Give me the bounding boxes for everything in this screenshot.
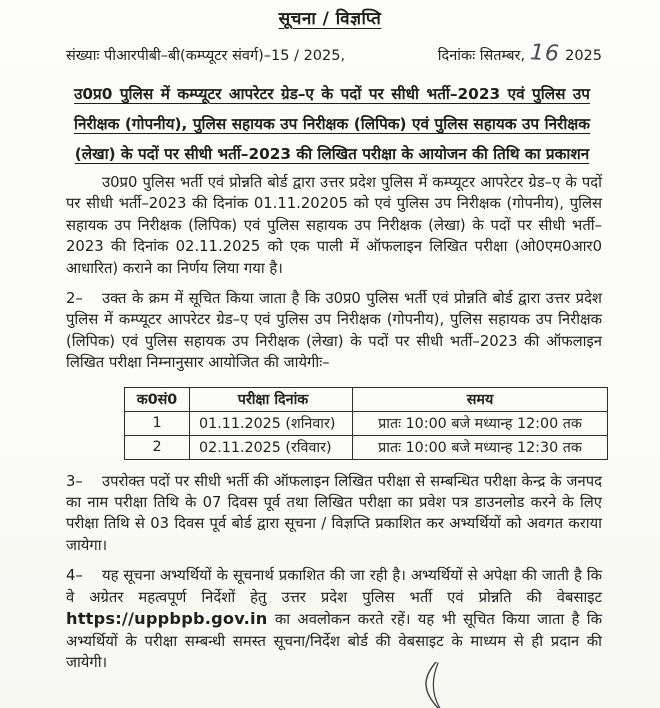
paragraph-4-number: 4– bbox=[66, 567, 83, 585]
notice-heading: उ0प्र0 पुलिस में कम्प्यूटर आपरेटर ग्रेड–ए के पदों पर सीधी भर्ती–2023 एवं पुलिस उप निरीक्षक (गोपनीय), पुलिस सहायक उप निरीक्षक (लिपिक) एवं पुलिस सहायक उप निरीक्षक (लेखा) के पदों पर सीधी भर्ती–2023 की लिखित परीक्षा के आयोजन की तिथि का प्रकाशन bbox=[74, 85, 590, 163]
table-cell-serial: 2 bbox=[125, 435, 190, 459]
paragraph-2-text: उक्त के क्रम में सूचित किया जाता है कि उ0प्र0 पुलिस भर्ती एवं प्रोन्नति बोर्ड द्वारा उत्तर प्रदेश पुलिस में कम्प्यूटर आपरेटर ग्रेड–ए एवं पुलिस उप निरीक्षक (गोपनीय), पुलिस सहायक उप निरीक्षक (लिपिक) एवं पुलिस सहायक उप निरीक्षक (लेखा) के पदों पर सीधी भर्ती–2023 की ऑफलाइन लिखित परीक्षा निम्नानुसार आयोजित की जायेगीः– bbox=[66, 290, 602, 372]
reference-date bbox=[437, 40, 602, 67]
table-row bbox=[125, 411, 608, 435]
exam-schedule-table bbox=[124, 387, 608, 460]
paragraph-1 bbox=[66, 172, 602, 279]
table-cell-exam-date: 01.11.2025 (शनिवार) bbox=[190, 411, 353, 435]
table-header-serial: क0सं0 bbox=[125, 387, 190, 411]
reference-date-prefix: दिनांकः सितम्बर, bbox=[437, 48, 526, 64]
table-header-row bbox=[125, 387, 608, 411]
reference-row bbox=[66, 40, 602, 67]
table-row bbox=[125, 435, 608, 459]
paragraph-1-text: उ0प्र0 पुलिस भर्ती एवं प्रोन्नति बोर्ड द्वारा उत्तर प्रदेश पुलिस में कम्प्यूटर आपरेटर ग्रेड–ए के पदों पर सीधी भर्ती–2023 की दिनांक 01.11.20205 को एवं पुलिस उप निरीक्षक (गोपनीय), पुलिस सहायक उप निरीक्षक (लिपिक) एवं पुलिस सहायक उप निरीक्षक (लेखा) के पदों पर सीधी भर्ती–2023 की दिनांक 02.11.2025 को एक पाली में ऑफलाइन लिखित परीक्षा (ओ0एम0आर0 आधारित) कराने का निर्णय लिया गया है। bbox=[66, 174, 602, 277]
paragraph-2 bbox=[66, 288, 602, 374]
board-website-url: https://uppbpb.gov.in bbox=[66, 609, 268, 629]
document-title-text: सूचना / विज्ञप्ति bbox=[278, 9, 382, 29]
reference-number: संख्याः पीआरपीबी–बी(कम्प्यूटर संवर्ग)–15 / 2025, bbox=[66, 48, 346, 64]
document-title bbox=[0, 0, 660, 29]
paragraph-4-text-before-url: यह सूचना अभ्यर्थियों के सूचनार्थ प्रकाशित की जा रही है। अभ्यर्थियों से अपेक्षा की जाती है कि वे अग्रेतर महत्वपूर्ण निर्देशों हेतु उत्तर प्रदेश पुलिस भर्ती एवं प्रोन्नति की वेबसाइट bbox=[66, 567, 602, 606]
table-cell-serial: 1 bbox=[125, 411, 190, 435]
reference-date-year: 2025 bbox=[565, 48, 602, 64]
table-cell-exam-date: 02.11.2025 (रविवार) bbox=[190, 435, 353, 459]
paragraph-3-text: उपरोक्त पदों पर सीधी भर्ती की ऑफलाइन लिखित परीक्षा से सम्बन्धित परीक्षा केन्द्र के जनपद का नाम परीक्षा तिथि के 07 दिवस पूर्व तथा लिखित परीक्षा का प्रवेश पत्र डाउनलोड करने के लिए परीक्षा तिथि से 03 दिवस पूर्व बोर्ड द्वारा सूचना / विज्ञप्ति प्रकाशित कर अभ्यर्थियों को अवगत कराया जायेगा। bbox=[66, 472, 602, 554]
paragraph-3 bbox=[66, 471, 602, 557]
table-header-time: समय bbox=[353, 387, 608, 411]
paragraph-3-number: 3– bbox=[66, 472, 83, 490]
paragraph-2-number: 2– bbox=[66, 290, 83, 308]
table-cell-time: प्रातः 10:00 बजे मध्यान्ह 12:30 तक bbox=[353, 435, 608, 459]
paragraph-4-text-after-url: का अवलोकन करते रहें। यह भी सूचित किया जाता है कि अभ्यर्थियों के परीक्षा सम्बन्धी समस्त सूचना/निर्देश बोर्ड की वेबसाइट के माध्यम से ही प्रदान की जायेगी। bbox=[66, 611, 602, 671]
handwritten-date-day: 16 bbox=[529, 40, 561, 67]
paragraph-4 bbox=[66, 565, 602, 673]
table-header-exam-date: परीक्षा दिनांक bbox=[190, 387, 353, 411]
table-cell-time: प्रातः 10:00 बजे मध्यान्ह 12:00 तक bbox=[353, 411, 608, 435]
